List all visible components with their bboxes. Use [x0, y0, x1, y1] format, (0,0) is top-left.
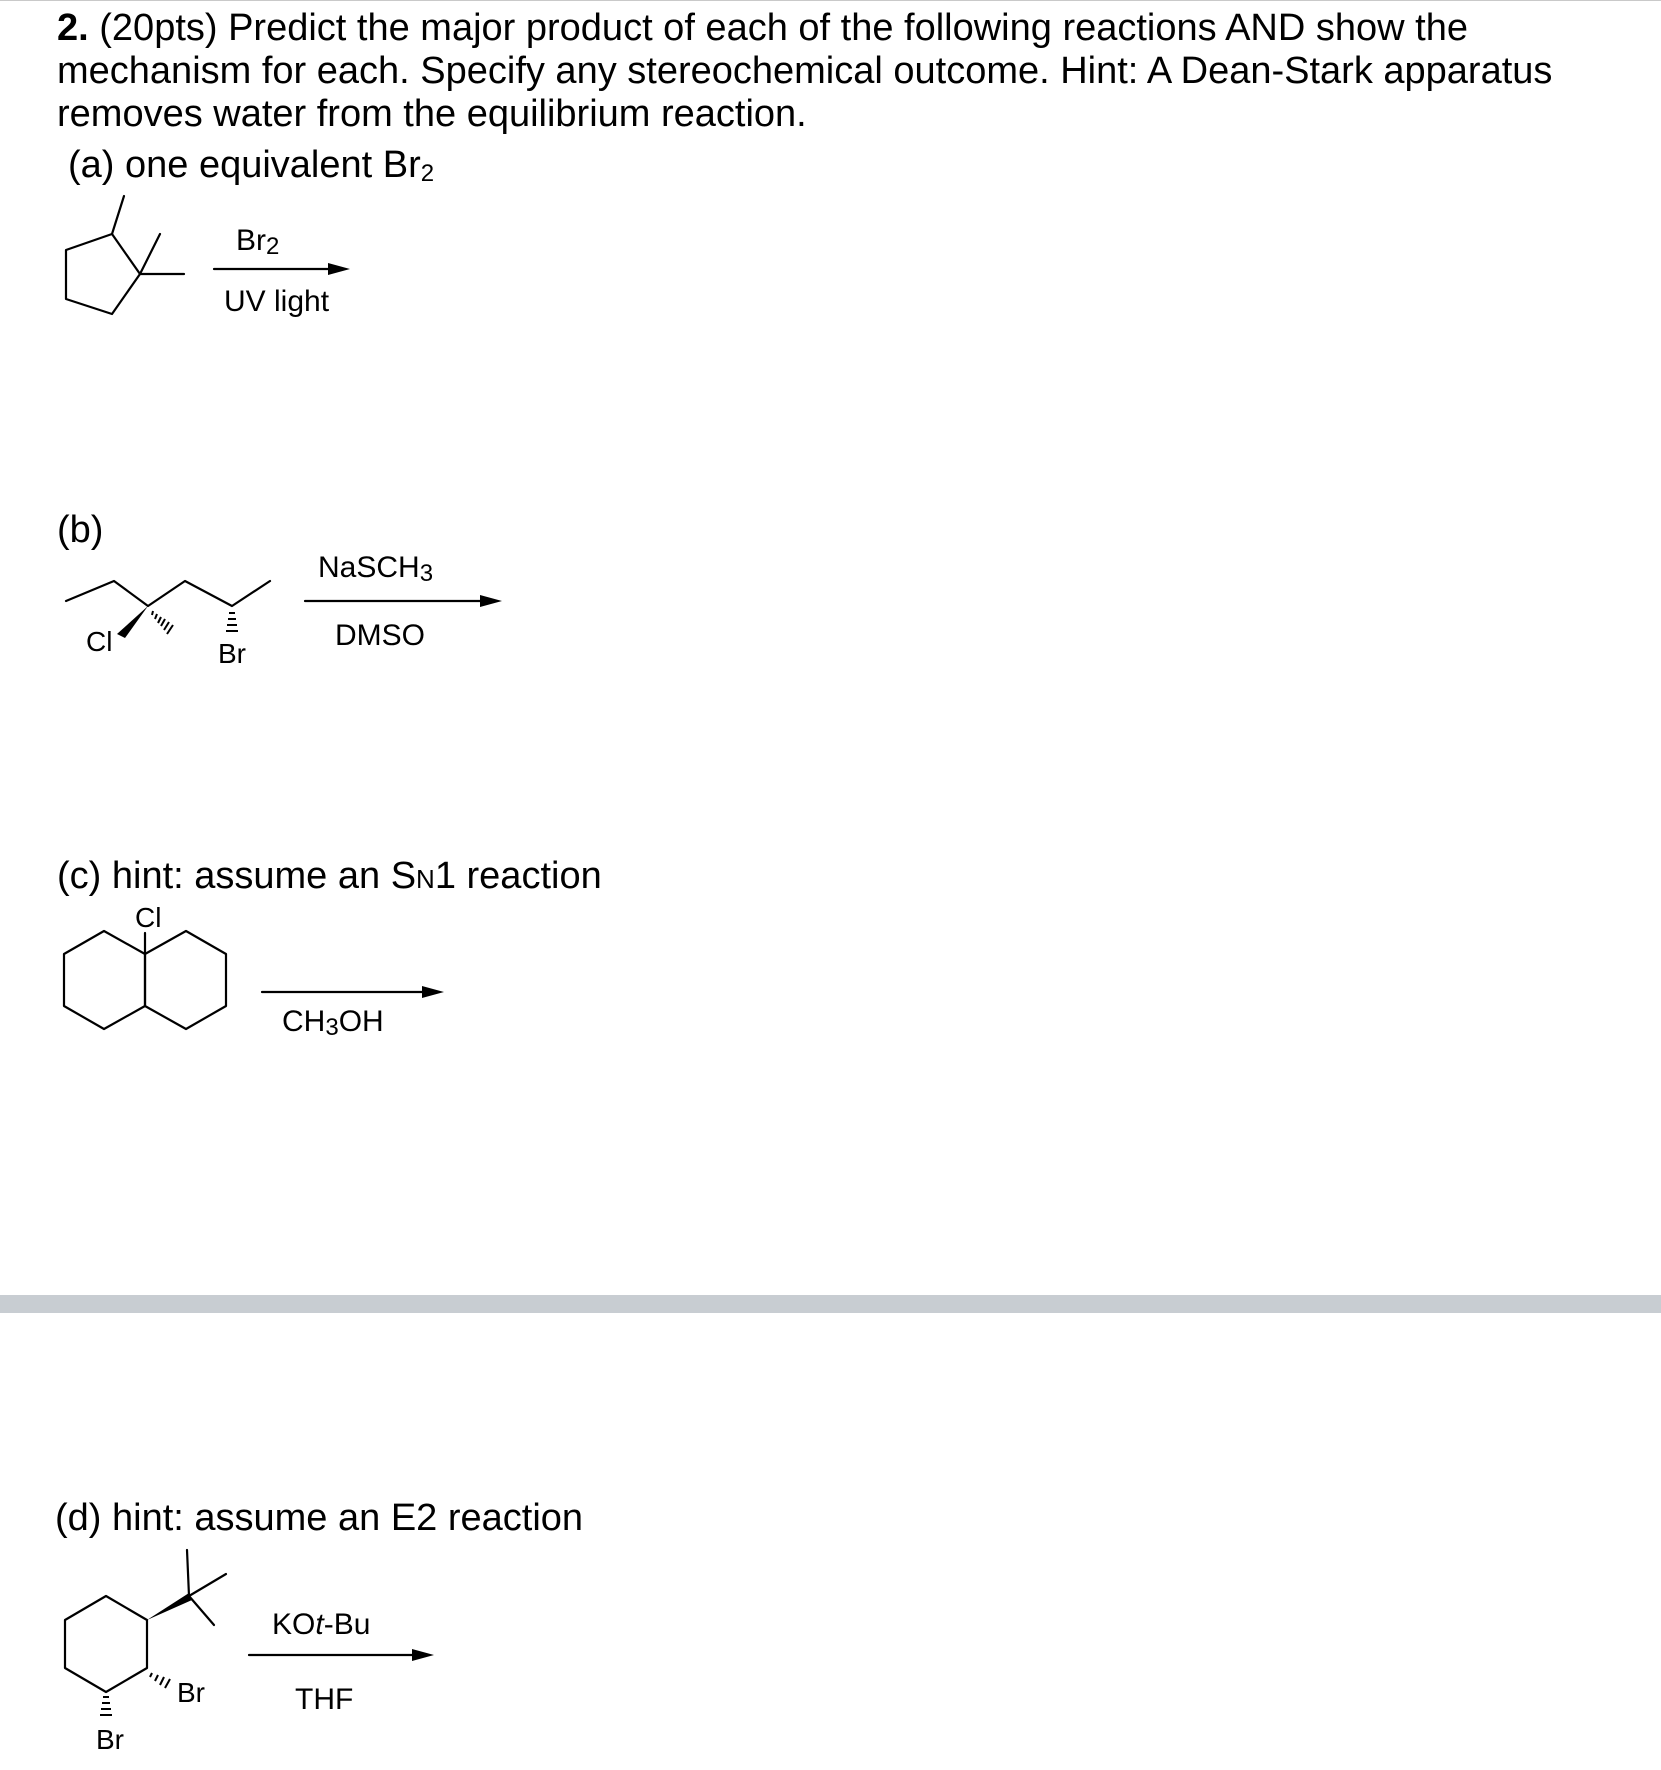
question-body: (20pts) Predict the major product of each of the following reactions AND show the mechanism for each. Specify any stereochemical outcome. Hint: A Dean-Stark apparatus removes water from the equilibrium reaction. — [57, 7, 1553, 135]
reagent-a-above: Br2 — [236, 224, 280, 260]
atom-d-br-ring: Br — [177, 1677, 205, 1708]
document-page-2 — [0, 1313, 1661, 1770]
part-b-label: (b) — [57, 509, 104, 551]
part-c-label: (c) hint: assume an SN1 reaction — [57, 855, 602, 897]
page-separator — [0, 1295, 1661, 1313]
reagent-d-below: THF — [295, 1683, 354, 1716]
reaction-arrow-c — [262, 986, 444, 998]
wedge-bond-d — [147, 1593, 192, 1620]
reagent-c-below: CH3OH — [282, 1005, 384, 1041]
part-a-label: (a) one equivalent Br2 — [68, 144, 435, 187]
reagent-a-below: UV light — [224, 285, 330, 318]
hashed-bond-b-right — [226, 613, 238, 631]
structure-a-cyclopentyl-isopropyl — [66, 196, 184, 314]
question-number: 2. — [57, 7, 89, 49]
atom-d-br-bottom: Br — [96, 1724, 124, 1755]
atom-b-cl: Cl — [86, 626, 113, 657]
reagent-b-below: DMSO — [335, 619, 425, 652]
structure-d-cyclohexane — [65, 1550, 226, 1692]
atom-b-br: Br — [218, 638, 246, 669]
atom-c-cl: Cl — [135, 902, 162, 933]
hashed-bond-b-left — [152, 611, 173, 634]
reagent-b-above: NaSCH3 — [318, 551, 434, 587]
hashed-bond-d-bottom-br — [100, 1697, 112, 1715]
structures-page-2 — [0, 1313, 1661, 1770]
reaction-arrow-b — [305, 595, 502, 607]
structures-page-1 — [0, 1, 1661, 1296]
reagent-d-above: KOt-Bu — [272, 1608, 371, 1641]
part-d-label: (d) hint: assume an E2 reaction — [55, 1497, 584, 1539]
reaction-arrow-d — [249, 1649, 434, 1661]
structure-c-chlorodecalin — [64, 931, 226, 1029]
hashed-bond-d-ring-br — [150, 1673, 170, 1688]
reaction-arrow-a — [214, 263, 350, 275]
